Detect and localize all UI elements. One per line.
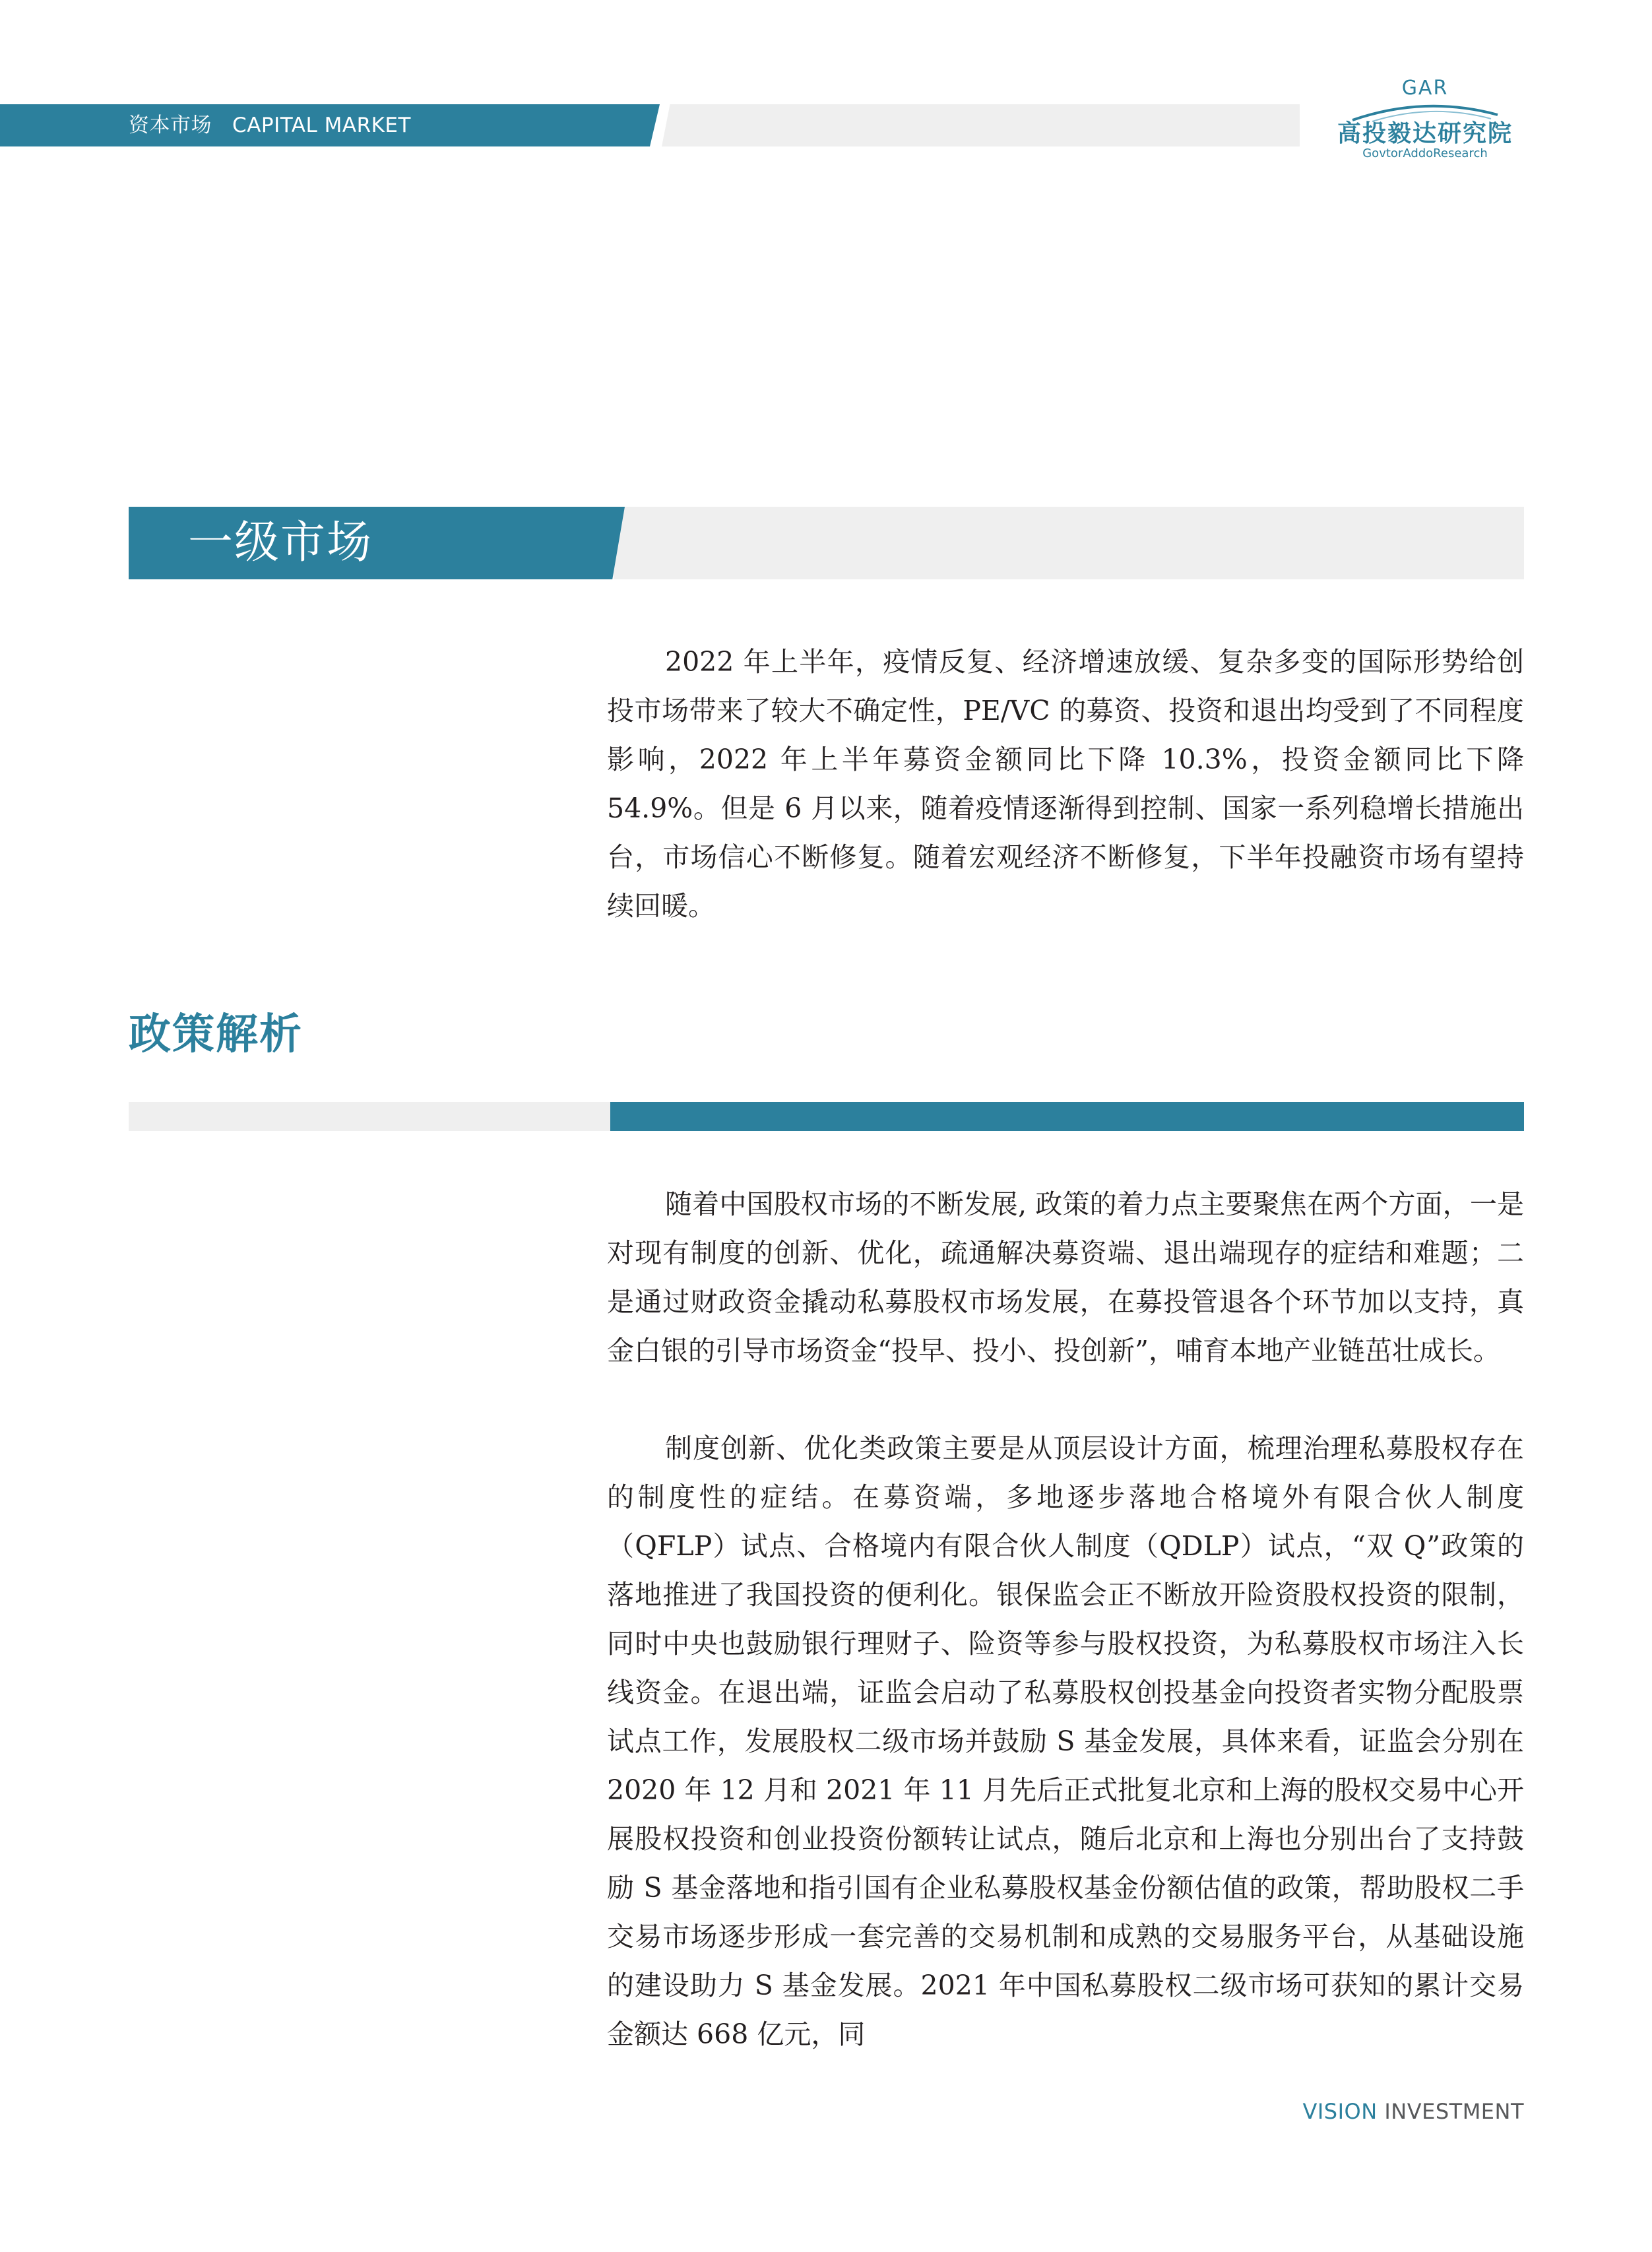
section-title-policy: 政策解析 — [129, 1010, 303, 1059]
logo-abbr: GAR — [1401, 77, 1449, 100]
section1-grey-band — [614, 507, 1524, 579]
footer-word-investment: INVESTMENT — [1384, 2099, 1524, 2124]
logo-name-cn: 高投毅达研究院 — [1337, 120, 1513, 147]
section2-grey-bar — [129, 1102, 610, 1131]
section2-blue-bar — [610, 1102, 1524, 1131]
header-grey-band — [662, 104, 1300, 146]
policy-paragraph: 随着中国股权市场的不断发展, 政策的着力点主要聚焦在两个方面，一是对现有制度的创新、优化，疏通解决募资端、退出端现存的症结和难题；二是通过财政资金撬动私募股权市场发展，在募投管退各个环节加以支持，真金白银的引导市场资金“投早、投小、投创新”，哺育本地产业链茁壮成长。 — [607, 1188, 1524, 1367]
footer-word-vision: VISION — [1302, 2099, 1378, 2124]
gar-logo — [1293, 71, 1557, 164]
header-section-label: 资本市场 CAPITAL MARKET — [129, 113, 411, 137]
logo-name-en: GovtorAddoResearch — [1362, 146, 1488, 160]
primary-market-paragraph: 2022 年上半年，疫情反复、经济增速放缓、复杂多变的国际形势给创投市场带来了较大不确定性，PE/VC 的募资、投资和退出均受到了不同程度影响，2022 年上半年募资金额同比下降 10.3%，投资金额同比下降 54.9%。但是 6 月以来，随着疫情逐渐得到控制、国家一系列稳增长措施出台，市场信心不断修复。随着宏观经济不断修复，下半年投融资市场有望持续回暖。 — [607, 646, 1524, 922]
policy-paragraph: 制度创新、优化类政策主要是从顶层设计方面，梳理治理私募股权存在的制度性的症结。在募资端，多地逐步落地合格境外有限合伙人制度（QFLP）试点、合格境内有限合伙人制度（QDLP）试点，“双 Q”政策的落地推进了我国投资的便利化。银保监会正不断放开险资股权投资的限制，同时中央也鼓励银行理财子、险资等参与股权投资，为私募股权市场注入长线资金。在退出端，证监会启动了私募股权创投基金向投资者实物分配股票试点工作，发展股权二级市场并鼓励 S 基金发展，具体来看，证监会分别在 2020 年 12 月和 2021 年 11 月先后正式批复北京和上海的股权交易中心开展股权投资和创业投资份额转让试点，随后北京和上海也分别出台了支持鼓励 S 基金落地和指引国有企业私募股权基金份额估值的政策，帮助股权二手交易市场逐步形成一套完善的交易机制和成熟的交易服务平台，从基础设施的建设助力 S 基金发展。2021 年中国私募股权二级市场可获知的累计交易金额达 668 亿元，同 — [607, 1432, 1524, 2050]
section-title-primary-market: 一级市场 — [188, 517, 373, 569]
footer-brand — [1302, 2096, 1524, 2127]
